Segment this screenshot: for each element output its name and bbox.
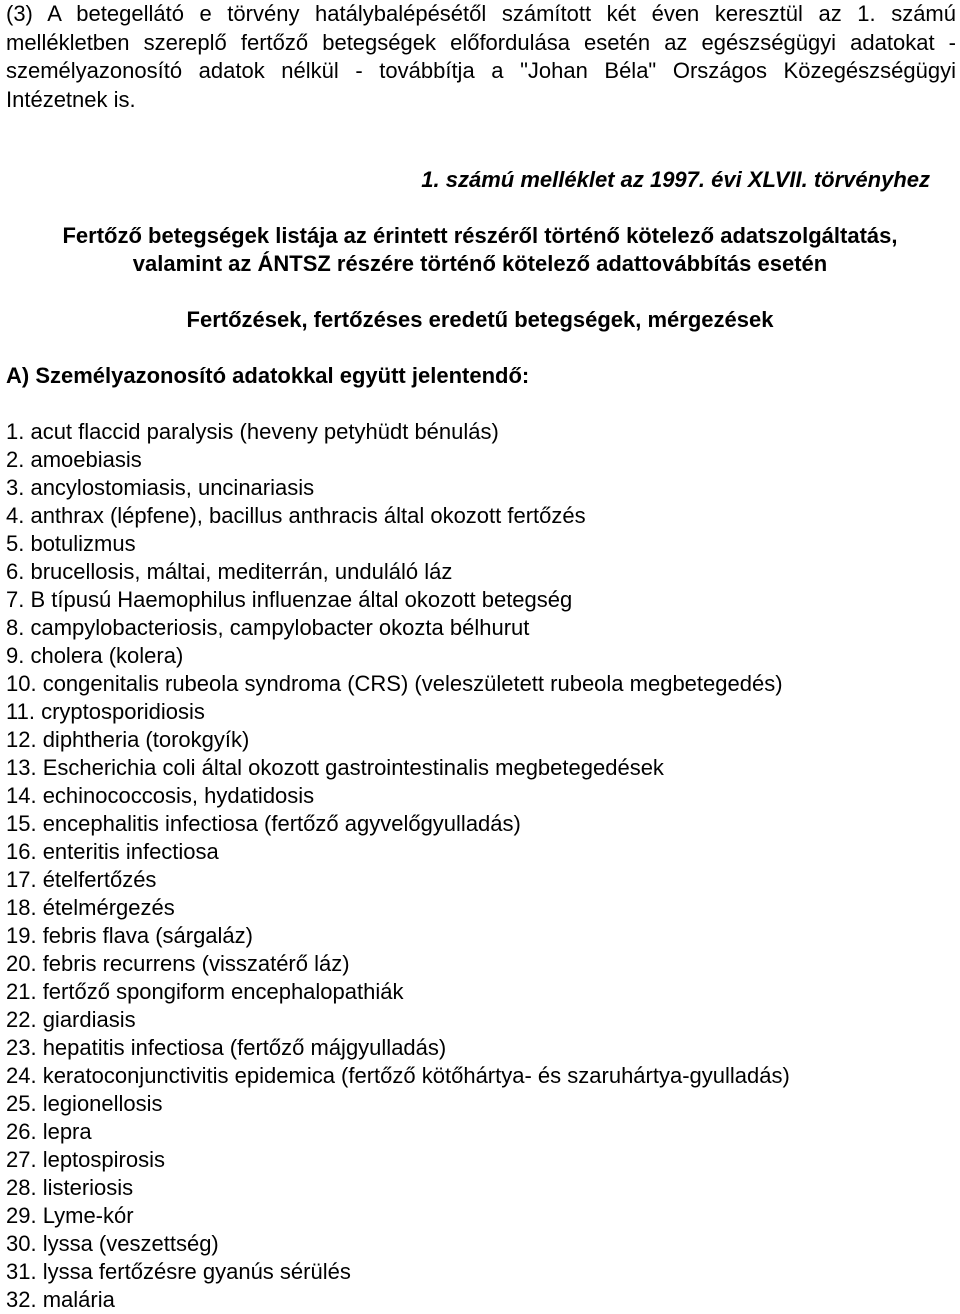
list-item: 8. campylobacteriosis, campylobacter okozta bélhurut [6,615,530,640]
list-item: 10. congenitalis rubeola syndroma (CRS) (veleszületett rubeola megbetegedés) [6,671,783,696]
annex-title: 1. számú melléklet az 1997. évi XLVII. törvényhez [421,167,930,192]
list-item: 9. cholera (kolera) [6,643,184,668]
list-item: 26. lepra [6,1119,92,1144]
group-heading: A) Személyazonosító adatokkal együtt jelentendő: [6,363,530,388]
list-item: 13. Escherichia coli által okozott gastrointestinalis megbetegedések [6,755,664,780]
list-item: 1. acut flaccid paralysis (heveny petyhüdt bénulás) [6,419,499,444]
list-item: 25. legionellosis [6,1091,163,1116]
list-item: 7. B típusú Haemophilus influenzae által okozott betegség [6,587,573,612]
list-item: 29. Lyme-kór [6,1203,134,1228]
list-item: 15. encephalitis infectiosa (fertőző agyvelőgyulladás) [6,811,521,836]
list-item: 22. giardiasis [6,1007,136,1032]
subtitle-line-2: valamint az ÁNTSZ részére történő kötelező adattovábbítás esetén [132,251,828,276]
list-item: 21. fertőző spongiform encephalopathiák [6,979,404,1004]
list-item: 2. amoebiasis [6,447,142,472]
list-item: 11. cryptosporidiosis [6,699,205,724]
list-item: 18. ételmérgezés [6,895,175,920]
list-item: 32. malária [6,1287,115,1312]
list-item: 27. leptospirosis [6,1147,165,1172]
list-item: 6. brucellosis, máltai, mediterrán, unduláló láz [6,559,453,584]
list-item: 31. lyssa fertőzésre gyanús sérülés [6,1259,351,1284]
list-item: 12. diphtheria (torokgyík) [6,727,250,752]
list-item: 17. ételfertőzés [6,867,157,892]
section-heading: Fertőzések, fertőzéses eredetű betegségek, mérgezések [186,307,774,332]
list-item: 24. keratoconjunctivitis epidemica (fertőző kötőhártya- és szaruhártya-gyulladás) [6,1063,790,1088]
list-item: 20. febris recurrens (visszatérő láz) [6,951,350,976]
list-item: 5. botulizmus [6,531,136,556]
list-item: 23. hepatitis infectiosa (fertőző májgyulladás) [6,1035,447,1060]
list-item: 14. echinococcosis, hydatidosis [6,783,315,808]
list-item: 4. anthrax (lépfene), bacillus anthracis által okozott fertőzés [6,503,586,528]
list-subtitle [0,222,960,278]
list-item: 28. listeriosis [6,1175,134,1200]
disease-list [6,418,790,1314]
subtitle-line-1: Fertőző betegségek listája az érintett részéről történő kötelező adatszolgáltatás, [62,223,898,248]
list-item: 19. febris flava (sárgaláz) [6,923,253,948]
list-item: 3. ancylostomiasis, uncinariasis [6,475,315,500]
list-item: 16. enteritis infectiosa [6,839,219,864]
intro-paragraph: (3) A betegellátó e törvény hatálybalépésétől számított két éven keresztül az 1. számú mellékletben szereplő fertőző betegségek előfordulása esetén az egészségügyi adatokat - személyazonosító adatok nélkül - továbbítja a "Johan Béla" Országos Közegészségügyi Intézetnek is. [6,1,956,112]
list-item: 30. lyssa (veszettség) [6,1231,219,1256]
